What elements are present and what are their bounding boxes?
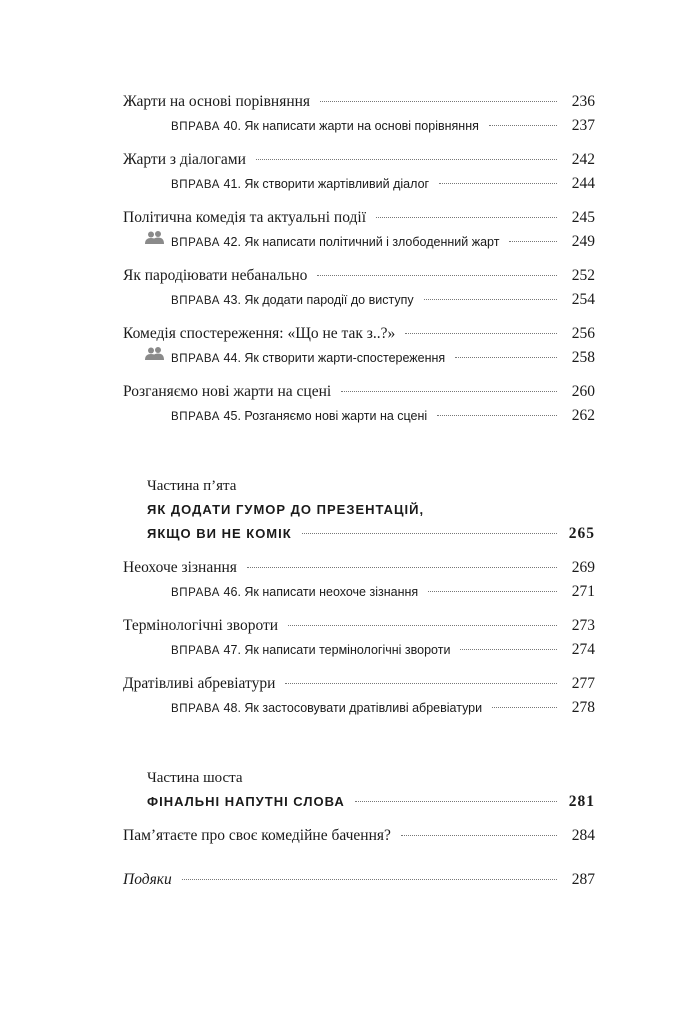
entry-title: Розганяємо нові жарти на сцені [123,383,332,400]
dot-leader [320,100,557,102]
page-number: 260 [571,383,595,400]
part-label: Частина п’ята [147,478,237,494]
entry-title: 46. Як написати неохоче зізнання [220,585,419,599]
dot-leader [247,566,557,568]
toc-entry [123,264,595,288]
exercise-prefix: ВПРАВА [171,703,221,715]
dot-leader [489,124,557,126]
dot-leader [509,240,557,242]
table-of-contents [123,90,595,892]
exercise-prefix: ВПРАВА [171,179,221,191]
dot-leader [401,834,557,836]
toc-entry [123,556,595,580]
dot-leader [455,356,557,358]
page-number: 281 [568,793,595,810]
toc-entry [123,824,595,848]
exercise-prefix: ВПРАВА [171,295,221,307]
dot-leader [439,182,557,184]
exercise-prefix: ВПРАВА [171,237,221,249]
page-number: 245 [571,209,595,226]
exercise-prefix: ВПРАВА [171,121,221,133]
page-number: 273 [571,617,595,634]
page-number: 256 [571,325,595,342]
entry-title: Неохоче зізнання [123,559,237,576]
toc-entry [123,380,595,404]
entry-title: Комедія спостереження: «Що не так з..?» [123,325,396,342]
page-number: 242 [571,151,595,168]
entry-title: Політична комедія та актуальні події [123,209,367,226]
entry-title: Жарти на основі порівняння [123,93,311,110]
page-number: 287 [571,871,595,888]
entry-title: 43. Як додати пародії до виступу [220,293,414,307]
page-number: 258 [571,349,595,366]
exercise-prefix: ВПРАВА [171,645,221,657]
page-number: 244 [571,175,595,192]
entry-title: Подяки [123,871,172,888]
dot-leader [317,274,557,276]
toc-entry [123,614,595,638]
entry-title: 41. Як створити жартівливий діалог [220,177,430,191]
toc-exercise [123,638,595,662]
toc-exercise [123,580,595,604]
exercise-prefix: ВПРАВА [171,353,221,365]
dot-leader [355,800,557,802]
part-title-line: ЯКЩО ВИ НЕ КОМІК 265 [123,522,595,546]
entry-title: 45. Розганяємо нові жарти на сцені [220,409,428,423]
entry-title: Термінологічні звороти [123,617,279,634]
entry-title: Пам’ятаєте про своє комедійне бачення? [123,827,391,844]
exercise-prefix: ВПРАВА [171,587,221,599]
toc-exercise [123,346,595,370]
toc-entry-acknowledgments [123,868,595,892]
dot-leader [428,590,557,592]
dot-leader [405,332,557,334]
toc-entry [123,148,595,172]
exercise-prefix: ВПРАВА [171,411,221,423]
toc-exercise [123,114,595,138]
page-number: 274 [571,641,595,658]
toc-exercise [123,288,595,312]
page-number: 265 [568,525,595,542]
dot-leader [285,682,557,684]
toc-exercise [123,230,595,254]
dot-leader [460,648,557,650]
toc-exercise [123,696,595,720]
dot-leader [182,878,557,880]
page-number: 269 [571,559,595,576]
people-icon [145,230,165,244]
dot-leader [288,624,557,626]
toc-entry [123,322,595,346]
page-number: 278 [571,699,595,716]
entry-title: 47. Як написати термінологічні звороти [220,643,451,657]
entry-title: 48. Як застосовувати дратівливі абревіатури [220,701,483,715]
page-number: 249 [571,233,595,250]
entry-title: Дратівливі абревіатури [123,675,276,692]
entry-title: 42. Як написати політичний і злободенний жарт [220,235,500,249]
entry-title: 40. Як написати жарти на основі порівняння [220,119,479,133]
toc-exercise [123,172,595,196]
dot-leader [341,390,557,392]
toc-exercise [123,404,595,428]
entry-title: 44. Як створити жарти-спостереження [220,351,446,365]
dot-leader [302,532,557,534]
dot-leader [492,706,557,708]
page-number: 277 [571,675,595,692]
part-title-line: ЯК ДОДАТИ ГУМОР ДО ПРЕЗЕНТАЦІЙ, [147,502,425,517]
page-number: 271 [571,583,595,600]
toc-entry [123,672,595,696]
dot-leader [256,158,557,160]
page-number: 284 [571,827,595,844]
dot-leader [376,216,557,218]
entry-title: Як пародіювати небанально [123,267,308,284]
page-number: 236 [571,93,595,110]
page-number: 237 [571,117,595,134]
dot-leader [424,298,557,300]
entry-title: Жарти з діалогами [123,151,246,168]
toc-entry [123,90,595,114]
part-title-line: ФІНАЛЬНІ НАПУТНІ СЛОВА 281 [123,790,595,814]
dot-leader [437,414,557,416]
page-number: 254 [571,291,595,308]
page-number: 252 [571,267,595,284]
toc-entry [123,206,595,230]
part-label: Частина шоста [147,770,243,786]
page-number: 262 [571,407,595,424]
people-icon [145,346,165,360]
